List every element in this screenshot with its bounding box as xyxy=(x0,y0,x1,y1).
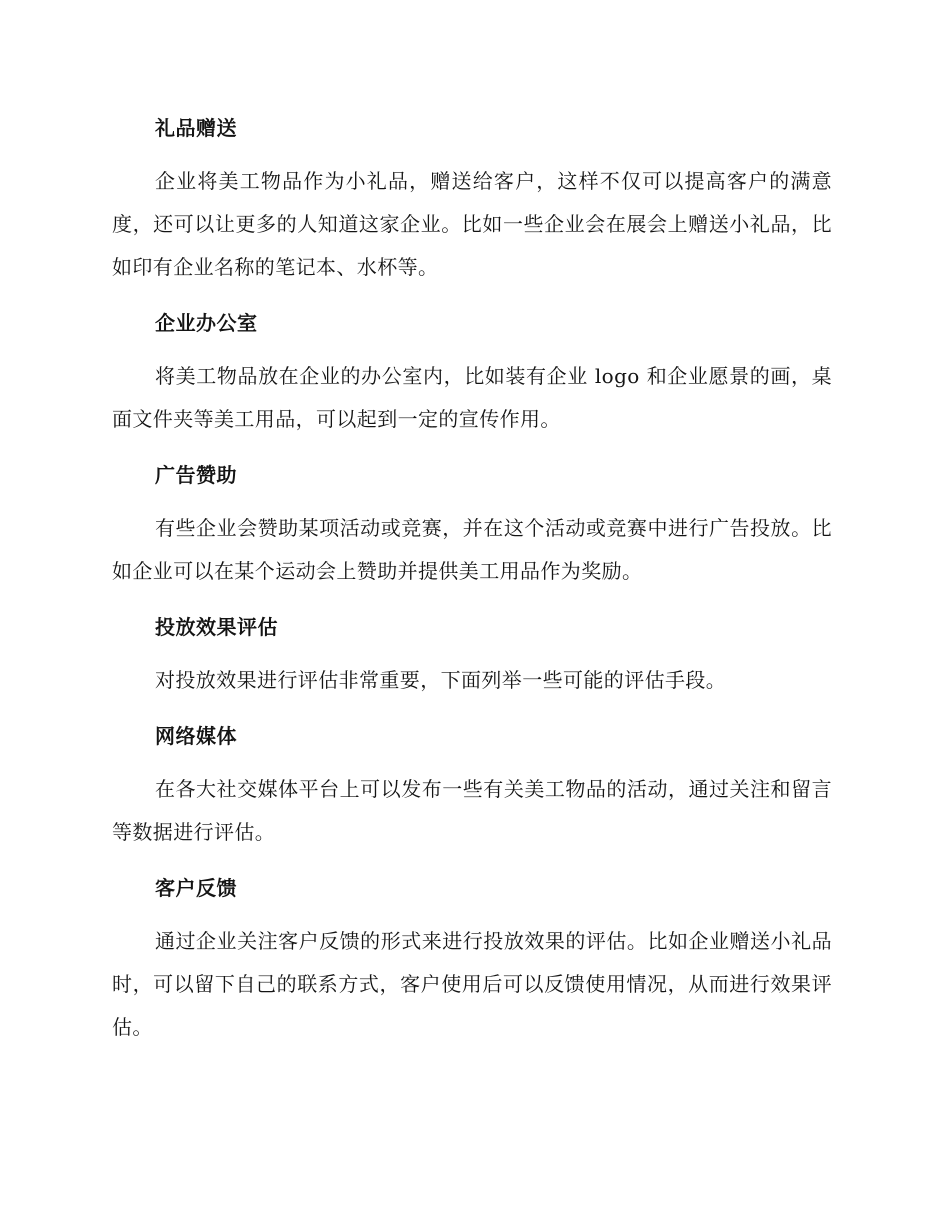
section-paragraph-sponsorship: 有些企业会赞助某项活动或竞赛，并在这个活动或竞赛中进行广告投放。比如企业可以在某个运动会上赞助并提供美工用品作为奖励。 xyxy=(112,516,832,583)
spacer xyxy=(112,441,832,455)
section-heading-online-media: 网络媒体 xyxy=(155,724,237,748)
section-heading-gift: 礼品赠送 xyxy=(155,116,237,140)
section-paragraph-online-media: 在各大社交媒体平台上可以发布一些有关美工物品的活动，通过关注和留言等数据进行评估。 xyxy=(112,777,832,844)
section-paragraph-customer-feedback: 通过企业关注客户反馈的形式来进行投放效果的评估。比如企业赠送小礼品时，可以留下自己的联系方式，客户使用后可以反馈使用情况，从而进行效果评估。 xyxy=(112,929,832,1039)
spacer xyxy=(112,495,832,507)
section-heading-sponsorship: 广告赞助 xyxy=(155,463,237,487)
section-paragraph-evaluation: 对投放效果进行评估非常重要，下面列举一些可能的评估手段。 xyxy=(155,668,727,692)
spacer xyxy=(112,702,832,716)
spacer xyxy=(112,593,832,607)
spacer xyxy=(112,756,832,768)
spacer xyxy=(112,854,832,868)
section-paragraph-office: 将美工物品放在企业的办公室内，比如装有企业 logo 和企业愿景的画，桌面文件夹等美工用品，可以起到一定的宣传作用。 xyxy=(112,364,832,431)
section-heading-evaluation: 投放效果评估 xyxy=(155,615,278,639)
spacer xyxy=(112,647,832,659)
spacer xyxy=(112,289,832,303)
spacer xyxy=(112,148,832,160)
section-heading-customer-feedback: 客户反馈 xyxy=(155,876,237,900)
spacer xyxy=(112,343,832,355)
spacer xyxy=(112,908,832,920)
document-body xyxy=(112,108,832,1049)
section-paragraph-gift: 企业将美工物品作为小礼品，赠送给客户，这样不仅可以提高客户的满意度，还可以让更多的人知道这家企业。比如一些企业会在展会上赠送小礼品，比如印有企业名称的笔记本、水杯等。 xyxy=(112,169,832,279)
section-heading-office: 企业办公室 xyxy=(155,311,258,335)
